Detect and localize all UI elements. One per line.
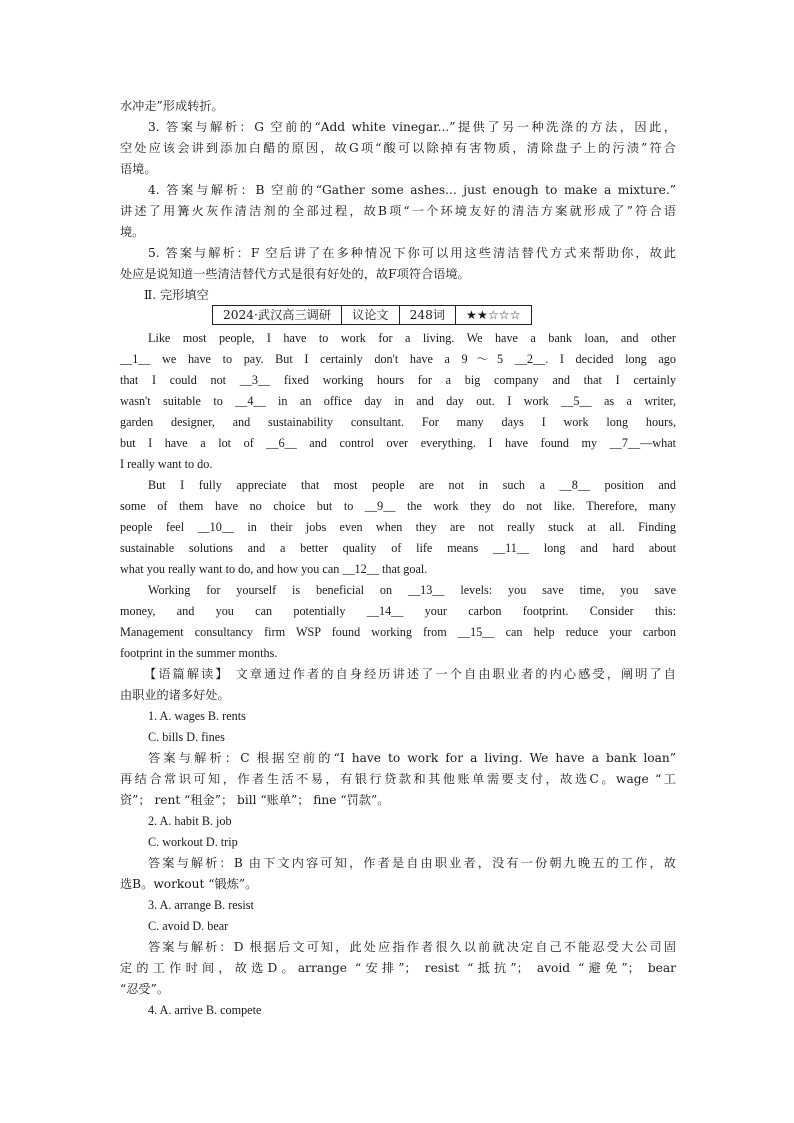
text-line: 3. 答案与解析：G 空前的“Add white vinegar...”提供了另一种洗涤的方法，因此， bbox=[148, 120, 676, 134]
passage-line: footprint in the summer months. bbox=[120, 646, 278, 660]
answer-line: 答案与解析：C 根据空前的“I have to work for a living. We have a bank loan” bbox=[148, 751, 676, 765]
answer-line: 再结合常识可知，作者生活不易，有银行贷款和其他账单需要支付，故选C。wage “工 bbox=[120, 772, 676, 786]
answer-line: 答案与解析：D 根据后文可知，此处应指作者很久以前就决定自己不能忍受大公司固 bbox=[148, 940, 676, 954]
passage-line: __1__ we have to pay. But I certainly don't have a 9～5 __2__. I decided long ago bbox=[120, 352, 676, 366]
text-line: 5. 答案与解析：F 空后讲了在多种情况下你可以用这些清洁替代方式来帮助你，故此 bbox=[148, 246, 676, 260]
text-line: 处应是说知道一些清洁替代方式是很有好处的，故F项符合语境。 bbox=[120, 267, 470, 281]
answer-line: 定的工作时间，故选D。arrange “安排”； resist “抵抗”； avoid “避免”； bear bbox=[120, 961, 676, 975]
difficulty-stars: ★★☆☆☆ bbox=[456, 306, 532, 325]
source-cell: 2024·武汉高三调研 bbox=[213, 306, 342, 325]
passage-line: garden designer, and sustainability consultant. For many days I work long hours, bbox=[120, 415, 676, 429]
passage-line: what you really want to do, and how you can __12__ that goal. bbox=[120, 562, 428, 576]
word-count-cell: 248词 bbox=[399, 306, 455, 325]
option-line: 2. A. habit B. job bbox=[148, 814, 232, 828]
answer-line: 资”； rent “租金”； bill “账单”； fine “罚款”。 bbox=[120, 793, 390, 807]
text-line: 【语篇解读】 文章通过作者的自身经历讲述了一个自由职业者的内心感受，阐明了自 bbox=[144, 667, 676, 681]
genre-cell: 议论文 bbox=[342, 306, 400, 325]
passage-line: that I could not __3__ fixed working hours for a big company and that I certainly bbox=[120, 373, 676, 387]
passage-line: but I have a lot of __6__ and control over everything. I have found my __7__—what bbox=[120, 436, 676, 450]
option-line: C. bills D. fines bbox=[148, 730, 225, 744]
text-line: 语境。 bbox=[120, 162, 157, 176]
passage-line: sustainable solutions and a better quality of life means __11__ long and hard about bbox=[120, 541, 676, 555]
passage-line: some of them have no choice but to __9__ the work they do not like. Therefore, many bbox=[120, 499, 676, 513]
answer-line: 选B。workout “锻炼”。 bbox=[120, 877, 258, 891]
passage-line: Like most people, I have to work for a living. We have a bank loan, and other bbox=[148, 331, 676, 345]
option-line: 4. A. arrive B. compete bbox=[148, 1003, 262, 1017]
text-line: 空处应该会讲到添加白醋的原因，故G项“酸可以除掉有害物质，清除盘子上的污渍”符合 bbox=[120, 141, 676, 155]
passage-line: Management consultancy firm WSP found working from __15__ can help reduce your carbon bbox=[120, 625, 676, 639]
text-line: 境。 bbox=[120, 225, 145, 239]
option-line: C. workout D. trip bbox=[148, 835, 238, 849]
text-line: 由职业的诸多好处。 bbox=[120, 688, 230, 702]
answer-line: “忍受”。 bbox=[120, 982, 170, 996]
passage-line: But I fully appreciate that most people are not in such a __8__ position and bbox=[148, 478, 676, 492]
option-line: 3. A. arrange B. resist bbox=[148, 898, 254, 912]
passage-line: wasn't suitable to __4__ in an office day in and day out. I work __5__ as a writer, bbox=[120, 394, 676, 408]
text-line: 4. 答案与解析：B 空前的“Gather some ashes... just enough to make a mixture.” bbox=[148, 183, 676, 197]
option-line: C. avoid D. bear bbox=[148, 919, 229, 933]
text-line: 水冲走”形成转折。 bbox=[120, 99, 224, 113]
passage-line: I really want to do. bbox=[120, 457, 213, 471]
text-line: 讲述了用篝火灰作清洁剂的全部过程，故B项“一个环境友好的清洁方案就形成了”符合语 bbox=[120, 204, 676, 218]
passage-line: money, and you can potentially __14__ your carbon footprint. Consider this: bbox=[120, 604, 676, 618]
passage-line: Working for yourself is beneficial on __13__ levels: you save time, you save bbox=[148, 583, 676, 597]
passage-line: people feel __10__ in their jobs even when they are not really stuck at all. Finding bbox=[120, 520, 676, 534]
answer-line: 答案与解析：B 由下文内容可知，作者是自由职业者，没有一份朝九晚五的工作，故 bbox=[148, 856, 676, 870]
section-heading: Ⅱ. 完形填空 bbox=[144, 288, 209, 302]
option-line: 1. A. wages B. rents bbox=[148, 709, 246, 723]
passage-info-table bbox=[212, 305, 532, 325]
